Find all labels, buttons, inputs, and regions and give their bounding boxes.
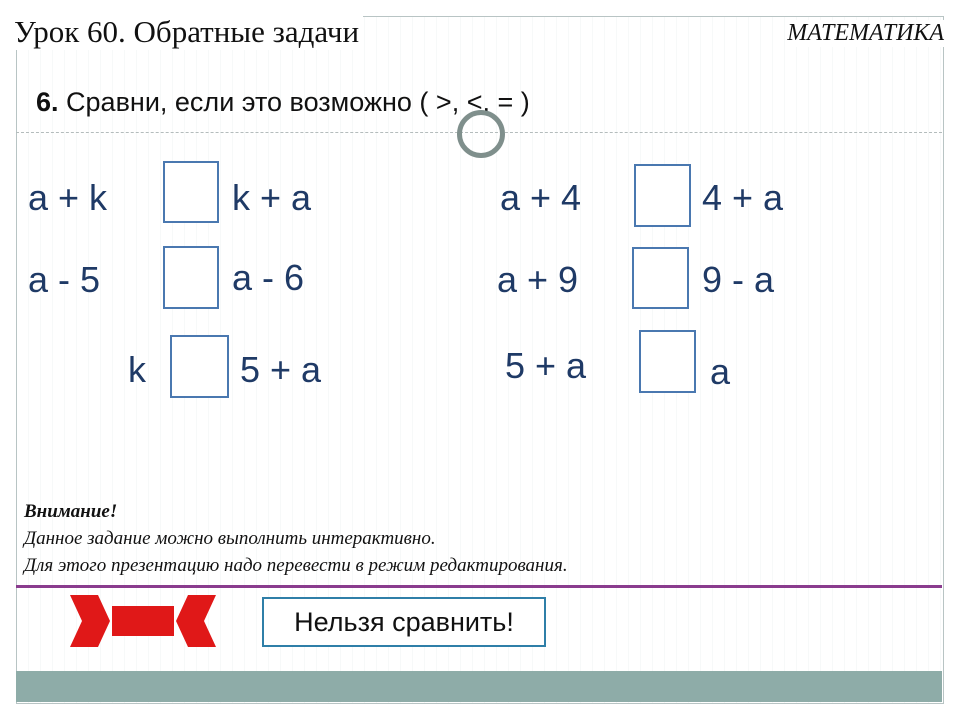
circle-icon bbox=[457, 110, 505, 158]
red-double-arrow-icon[interactable] bbox=[70, 593, 216, 649]
expression-left: 5 + a bbox=[505, 345, 587, 386]
expression-right: 4 + a bbox=[702, 177, 784, 218]
subject-label: МАТЕМАТИКА bbox=[787, 20, 944, 46]
notice-line: Данное задание можно выполнить интерактивно. bbox=[24, 528, 436, 549]
expression-right: a bbox=[710, 351, 731, 392]
compare-box[interactable] bbox=[170, 335, 229, 398]
expression-right: 5 + a bbox=[240, 349, 322, 390]
expression-left: a + 9 bbox=[497, 259, 579, 300]
cannot-compare-button[interactable]: Нельзя сравнить! bbox=[262, 597, 546, 647]
task-number: 6. bbox=[36, 87, 59, 117]
compare-box[interactable] bbox=[163, 161, 219, 223]
compare-box[interactable] bbox=[639, 330, 696, 393]
task-text: Сравни, если это возможно ( >, <, = ) bbox=[66, 87, 530, 117]
section-divider bbox=[16, 585, 942, 588]
expression-left: a - 5 bbox=[28, 259, 101, 300]
compare-box[interactable] bbox=[163, 246, 219, 309]
expression-right: 9 - a bbox=[702, 259, 775, 300]
compare-box[interactable] bbox=[632, 247, 689, 309]
expression-left: a + k bbox=[28, 177, 108, 218]
compare-box[interactable] bbox=[634, 164, 691, 227]
footer-bar bbox=[16, 671, 942, 702]
expression-right: k + a bbox=[232, 177, 312, 218]
notice-line: Для этого презентацию надо перевести в режим редактирования. bbox=[24, 555, 568, 576]
notice-block bbox=[24, 498, 568, 579]
expression-left: k bbox=[128, 349, 146, 390]
expression-right: a - 6 bbox=[232, 257, 305, 298]
expression-left: a + 4 bbox=[500, 177, 582, 218]
notice-heading: Внимание! bbox=[24, 501, 118, 522]
task-statement bbox=[36, 84, 596, 120]
lesson-title: Урок 60. Обратные задачи bbox=[14, 14, 363, 50]
